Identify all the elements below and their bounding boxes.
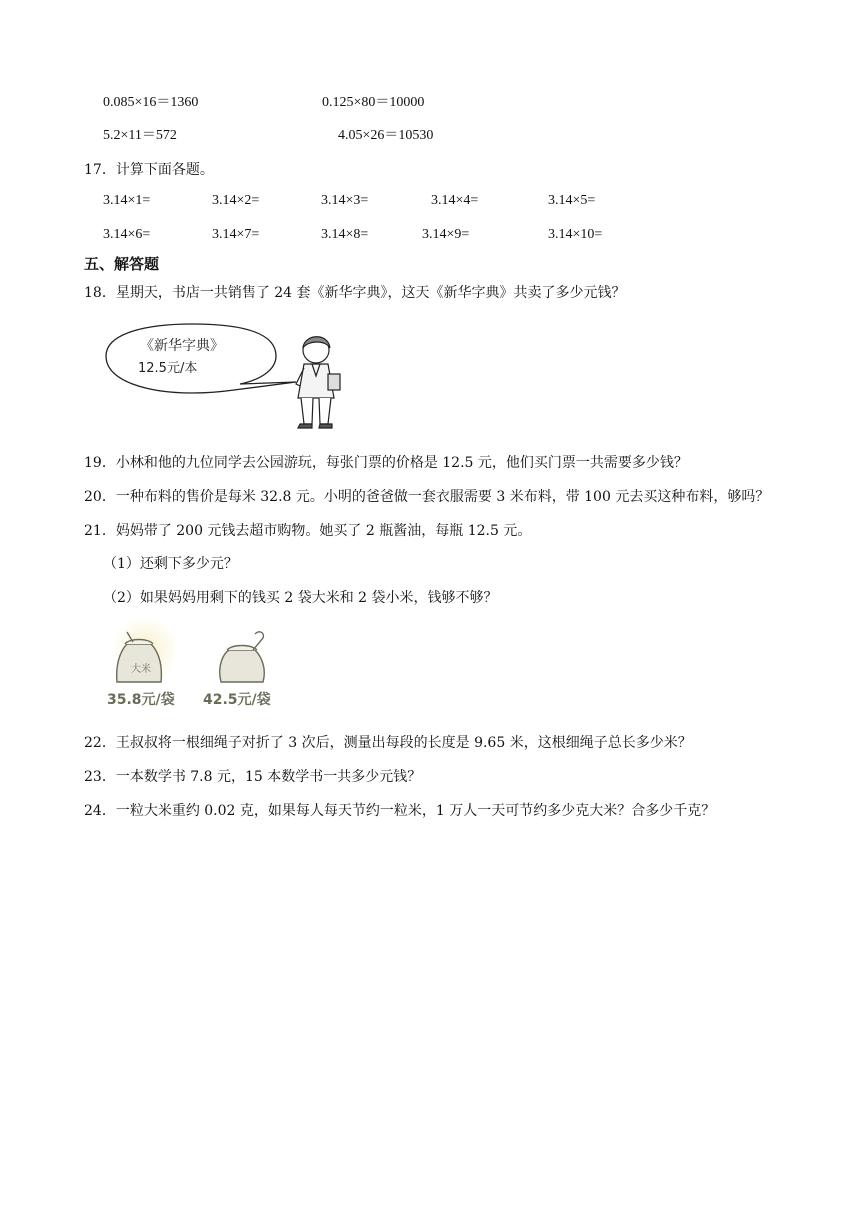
bookseller-illustration	[100, 318, 360, 433]
question-19: 19．小林和他的九位同学去公园游玩，每张门票的价格是 12.5 元，他们买门票一共需要多少钱？	[84, 455, 688, 471]
calc-item: 3.14×4=	[431, 193, 479, 208]
section-heading: 五、解答题	[84, 255, 160, 273]
calc-item: 3.14×8=	[321, 227, 369, 242]
equation-2: 0.125×80＝10000	[322, 95, 425, 110]
bags-figure	[105, 620, 310, 712]
rice-bags-illustration	[105, 620, 310, 712]
equation-4: 4.05×26＝10530	[338, 128, 434, 143]
bubble-price: 12.5元/本	[138, 361, 198, 376]
bag-2-price: 42.5元/袋	[203, 692, 271, 708]
bag-label: 大米	[131, 664, 151, 675]
teacher-icon	[296, 337, 340, 428]
bag-1-price: 35.8元/袋	[107, 692, 175, 708]
question-18: 18．星期天，书店一共销售了 24 套《新华字典》，这天《新华字典》共卖了多少元钱？	[84, 285, 626, 301]
calc-item: 3.14×10=	[548, 227, 603, 242]
equation-1: 0.085×16＝1360	[103, 95, 199, 110]
question-21: 21．妈妈带了 200 元钱去超市购物。她买了 2 瓶酱油，每瓶 12.5 元。	[84, 523, 532, 539]
calc-item: 3.14×2=	[212, 193, 260, 208]
question-17: 17．计算下面各题。	[84, 162, 214, 178]
calc-item: 3.14×5=	[548, 193, 596, 208]
question-20: 20．一种布料的售价是每米 32.8 元。小明的爸爸做一套衣服需要 3 米布料，带 100 元去买这种布料，够吗？	[84, 489, 770, 505]
millet-bag-icon	[220, 632, 265, 682]
calc-item: 3.14×3=	[321, 193, 369, 208]
question-21-part-2: （2）如果妈妈用剩下的钱买 2 袋大米和 2 袋小米，钱够不够？	[103, 590, 498, 606]
speech-bubble-figure	[100, 318, 360, 433]
question-21-part-1: （1）还剩下多少元？	[103, 556, 238, 572]
equation-3: 5.2×11＝572	[103, 128, 177, 143]
calc-item: 3.14×1=	[103, 193, 151, 208]
calc-item: 3.14×9=	[422, 227, 470, 242]
question-24: 24．一粒大米重约 0.02 克，如果每人每天节约一粒米，1 万人一天可节约多少克大米？合多少千克？	[84, 803, 716, 819]
bubble-title: 《新华字典》	[140, 338, 224, 354]
calc-item: 3.14×7=	[212, 227, 260, 242]
question-23: 23．一本数学书 7.8 元，15 本数学书一共多少元钱？	[84, 769, 422, 785]
question-22: 22．王叔叔将一根细绳子对折了 3 次后，测量出每段的长度是 9.65 米，这根细绳子总长多少米？	[84, 735, 692, 751]
calc-item: 3.14×6=	[103, 227, 151, 242]
